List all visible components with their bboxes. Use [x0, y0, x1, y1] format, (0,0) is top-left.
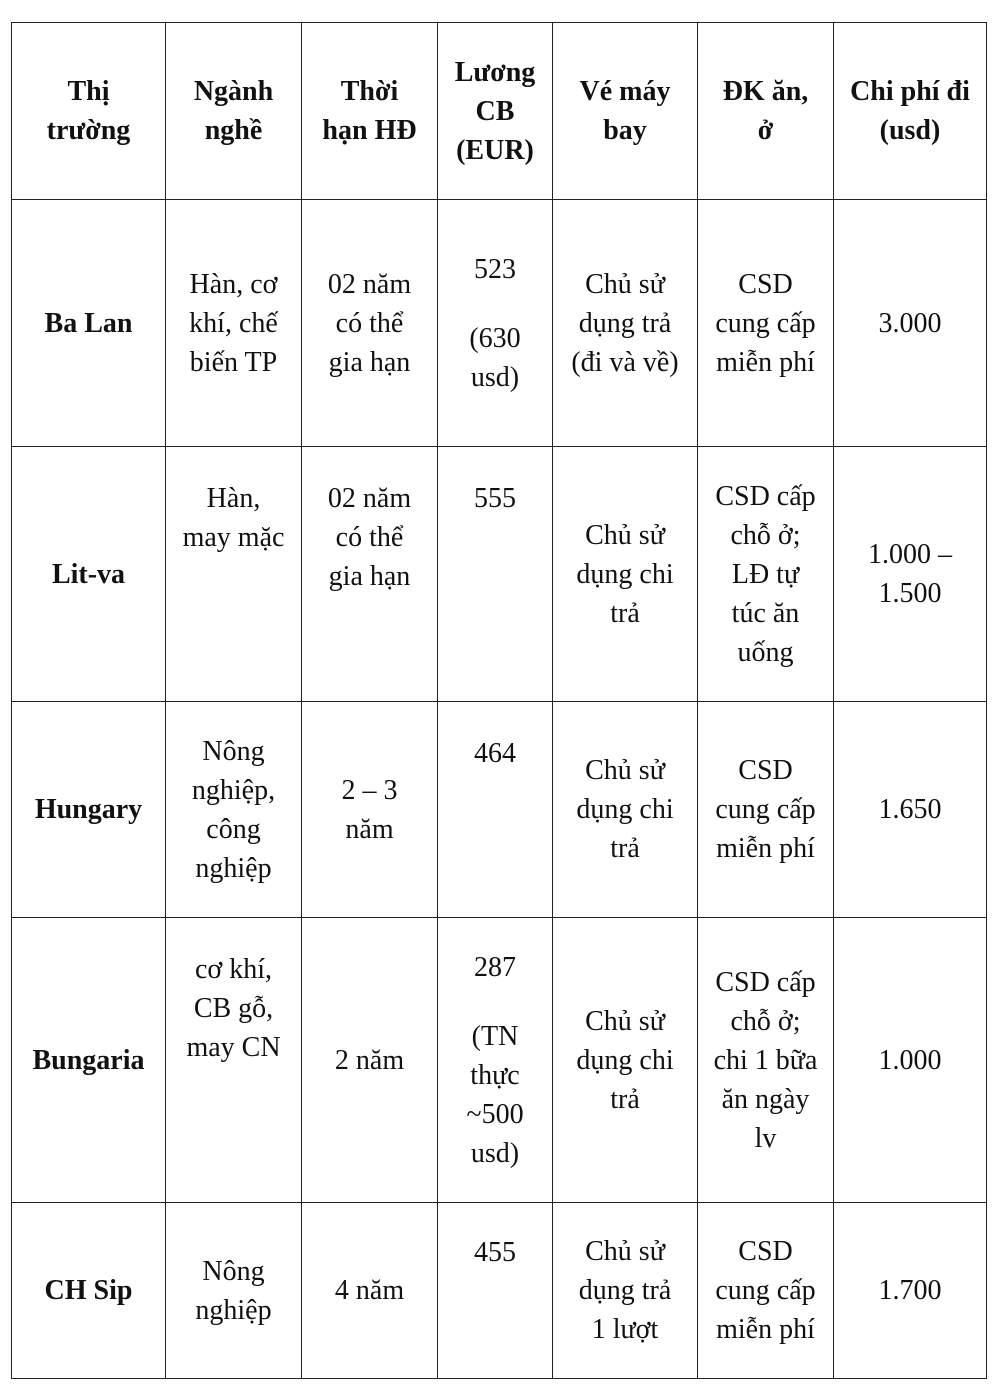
cell-line: Thị [67, 76, 110, 107]
salary-value: 455 [474, 1237, 516, 1268]
cell-line: 2 – 3 [341, 774, 398, 806]
cell-line: 1.000 – [868, 539, 952, 570]
cell-line: (usd) [879, 115, 941, 146]
header-accommodation [698, 23, 834, 200]
cell-line: 3.000 [878, 307, 942, 339]
cell-line: nghiệp [195, 852, 272, 884]
cell-line: CSD cấp [715, 480, 816, 512]
salary-cell [438, 1203, 553, 1379]
occupation-cell [166, 1203, 302, 1379]
accommodation-cell [698, 1203, 834, 1379]
cell-line: 02 năm [327, 268, 412, 300]
cost-cell [834, 918, 987, 1203]
cell-line: có thể [335, 522, 404, 553]
salary-cell [438, 447, 553, 702]
header-market [12, 23, 166, 200]
cell-line: miễn phí [716, 1314, 815, 1345]
cell-line: năm [345, 813, 394, 845]
market-cell: Lit-va [12, 447, 166, 702]
cell-line: Chủ sử [585, 268, 665, 300]
cell-line: CB gỗ, [193, 993, 274, 1024]
market-cell: Ba Lan [12, 200, 166, 447]
cell-line: lv [754, 1122, 777, 1154]
cell-line: 1.700 [878, 1275, 942, 1306]
cell-line: dụng chi [576, 558, 674, 590]
cell-line: may mặc [182, 522, 285, 553]
accommodation-cell [698, 918, 834, 1203]
cell-line: usd) [470, 361, 520, 393]
cell-line: may CN [186, 1032, 281, 1063]
cell-line: cung cấp [715, 307, 816, 339]
cell-line: hạn HĐ [322, 115, 417, 146]
cell-line: ăn ngày [721, 1083, 810, 1115]
cell-line: Chủ sử [585, 755, 665, 786]
accommodation-cell [698, 200, 834, 447]
salary-gap [444, 987, 546, 1017]
cell-line: 1.500 [878, 578, 942, 609]
header-air-ticket [553, 23, 698, 200]
cell-line: khí, chế [189, 307, 278, 339]
cell-line: túc ăn [731, 597, 800, 629]
occupation-cell [166, 702, 302, 918]
header-cost [834, 23, 987, 200]
term-cell [302, 1203, 438, 1379]
cell-line: CSD [738, 268, 793, 300]
salary-note [444, 1017, 546, 1173]
cell-line: Chủ sử [585, 1005, 665, 1037]
occupation-cell [166, 200, 302, 447]
cell-line: trả [610, 597, 640, 629]
salary-cell [438, 200, 553, 447]
market-cell: Hungary [12, 702, 166, 918]
cell-line: ĐK ăn, [722, 76, 809, 107]
cell-line: cơ khí, [194, 954, 272, 985]
cell-line: ~500 [466, 1098, 524, 1130]
cell-line: gia hạn [328, 346, 411, 378]
cell-line: Chủ sử [585, 1236, 665, 1267]
cell-line: LĐ tự [731, 558, 800, 590]
cell-line: 02 năm [327, 483, 412, 514]
cell-line: dụng trả [578, 1275, 672, 1306]
cell-line: ở [757, 115, 774, 146]
occupation-cell [166, 918, 302, 1203]
cost-cell [834, 702, 987, 918]
ticket-cell [553, 918, 698, 1203]
market-cell: CH Sip [12, 1203, 166, 1379]
cell-line: (630 [469, 322, 521, 354]
cell-line: dụng chi [576, 794, 674, 825]
table-row [12, 200, 987, 447]
cell-line: Hàn, [206, 483, 261, 514]
cell-line: Lương [454, 56, 536, 88]
ticket-cell [553, 1203, 698, 1379]
table-row [12, 702, 987, 918]
cell-line: Hàn, cơ [189, 268, 278, 300]
salary-gap [444, 289, 546, 319]
cell-line: 1 lượt [591, 1314, 659, 1345]
cell-line: Vé máy [579, 76, 671, 107]
cell-line: (EUR) [456, 134, 534, 166]
cell-line: Ngành [193, 76, 274, 107]
cell-line: Thời [340, 76, 399, 107]
ticket-cell [553, 200, 698, 447]
cell-line: chi 1 bữa [713, 1044, 818, 1076]
cell-line: CSD cấp [715, 966, 816, 998]
cell-line: dụng chi [576, 1044, 674, 1076]
cell-line: (đi và về) [571, 346, 679, 378]
recruitment-table [11, 22, 987, 1379]
cell-line: 1.650 [878, 794, 942, 825]
cell-line: dụng trả [578, 307, 672, 339]
cost-cell [834, 447, 987, 702]
cell-line: cung cấp [715, 1275, 816, 1306]
cell-line: trường [46, 115, 131, 146]
header-base-salary [438, 23, 553, 200]
cell-line: (TN [471, 1020, 519, 1052]
cell-line: 4 năm [334, 1275, 405, 1306]
cell-line: Nông [202, 735, 265, 767]
cell-line: Chi phí đi [850, 76, 970, 107]
term-cell [302, 918, 438, 1203]
market-cell: Bungaria [12, 918, 166, 1203]
cell-line: usd) [470, 1137, 520, 1169]
cell-line: CB [475, 95, 515, 127]
cell-line: chỗ ở; [730, 1005, 801, 1037]
cell-line: chỗ ở; [730, 519, 801, 551]
header-row [12, 23, 987, 200]
cell-line: 2 năm [334, 1044, 405, 1076]
ticket-cell [553, 702, 698, 918]
table-row [12, 918, 987, 1203]
cell-line: Nông [202, 1255, 265, 1287]
cell-line: CSD [738, 1236, 793, 1267]
accommodation-cell [698, 447, 834, 702]
salary-cell [438, 918, 553, 1203]
cell-line: cung cấp [715, 794, 816, 825]
cell-line: nghiệp [195, 1294, 272, 1326]
salary-note [444, 319, 546, 397]
salary-value: 555 [474, 483, 516, 514]
accommodation-cell [698, 702, 834, 918]
cell-line: có thể [335, 307, 404, 339]
cost-cell [834, 200, 987, 447]
term-cell [302, 200, 438, 447]
salary-value: 464 [474, 738, 516, 769]
occupation-cell [166, 447, 302, 702]
table-row [12, 447, 987, 702]
cell-line: 1.000 [878, 1044, 942, 1076]
cell-line: nghiệp, [191, 774, 276, 806]
cell-line: bay [603, 115, 647, 146]
term-cell [302, 447, 438, 702]
cell-line: gia hạn [328, 561, 411, 592]
salary-cell [438, 702, 553, 918]
cell-line: trả [610, 1083, 640, 1115]
header-contract-term [302, 23, 438, 200]
cell-line: CSD [738, 755, 793, 786]
cell-line: trả [610, 833, 640, 864]
term-cell [302, 702, 438, 918]
cell-line: Chủ sử [585, 519, 665, 551]
salary-value: 523 [474, 253, 516, 285]
cell-line: nghề [204, 115, 263, 146]
header-occupation [166, 23, 302, 200]
ticket-cell [553, 447, 698, 702]
cost-cell [834, 1203, 987, 1379]
cell-line: uống [737, 636, 794, 668]
table-row [12, 1203, 987, 1379]
cell-line: miễn phí [716, 833, 815, 864]
salary-value: 287 [474, 951, 516, 983]
cell-line: thực [470, 1059, 520, 1091]
cell-line: miễn phí [716, 346, 815, 378]
cell-line: công [206, 813, 261, 845]
cell-line: biến TP [189, 346, 278, 378]
